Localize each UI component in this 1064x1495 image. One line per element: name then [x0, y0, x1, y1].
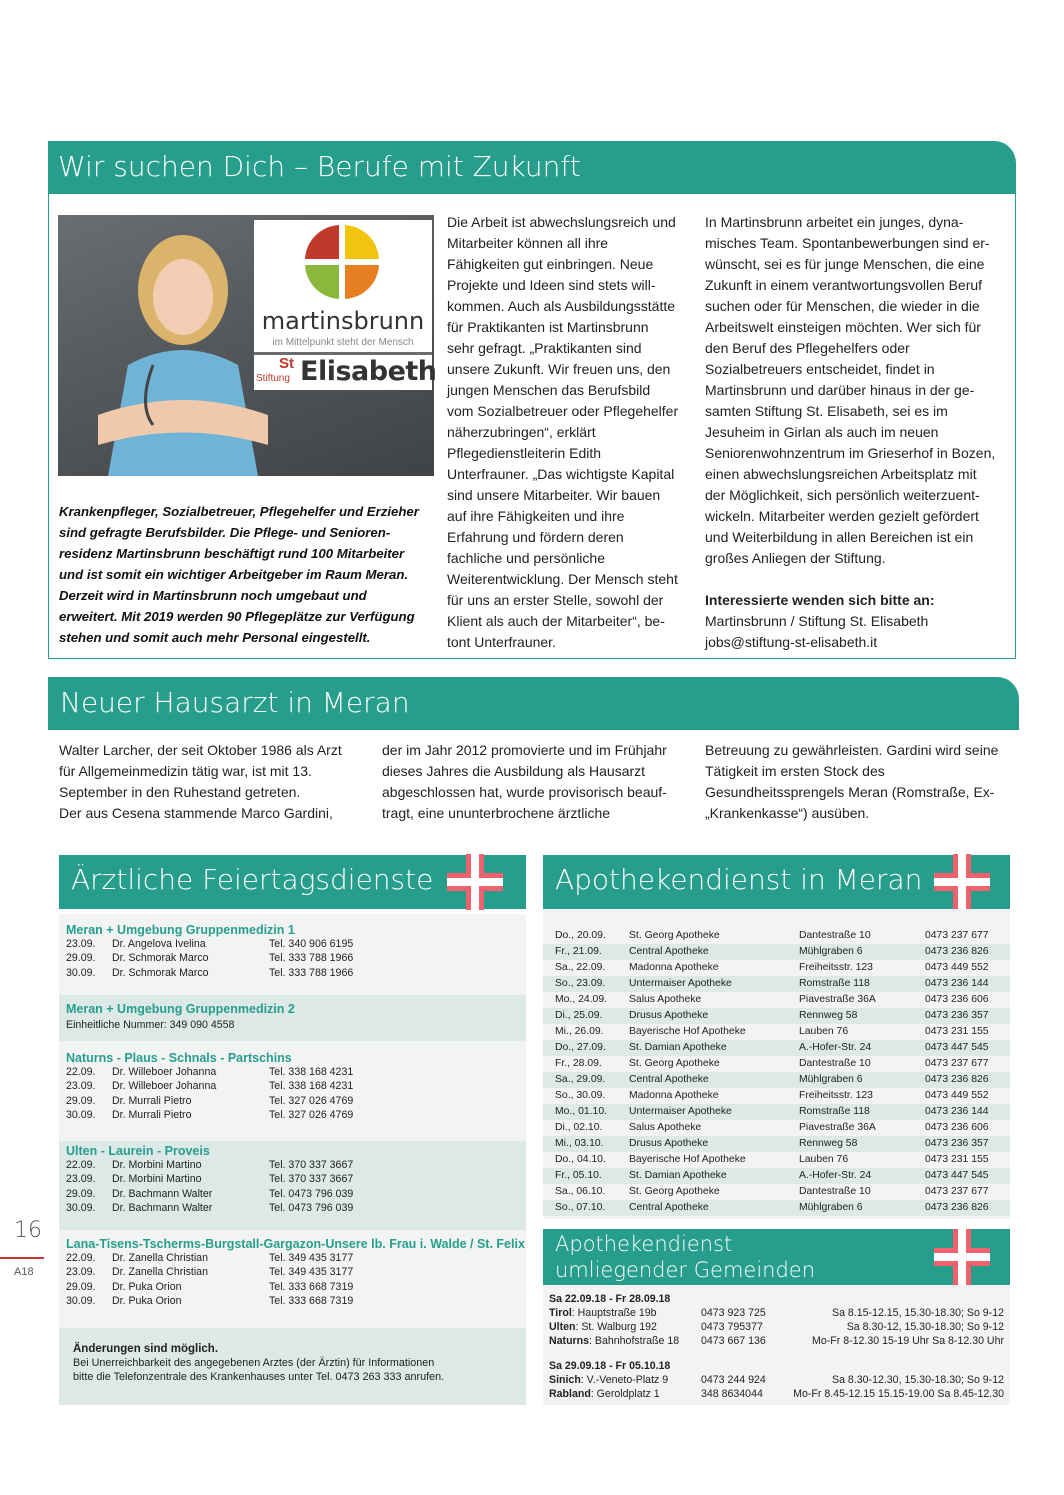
text-line: und Weiterbildung in allen Bereichen ist ein: [705, 529, 974, 545]
group-naturns: [59, 1041, 526, 1141]
text-line: Gesundheitssprengels Meran (Romstraße, Ex-: [705, 784, 995, 800]
text-line: Jesuheim in Girlan als auch im neuen: [705, 424, 939, 440]
apotheke-date: So., 30.09.: [555, 1090, 606, 1101]
town: Rabland: [549, 1388, 591, 1400]
logo-stiftung: Stiftung: [256, 373, 290, 384]
umliegend-title-1: Apothekendienst: [555, 1232, 733, 1256]
caption-line: Derzeit wird in Martinsbrunn noch umgebaut und: [59, 588, 367, 603]
apotheke-address: Romstraße 118: [799, 1106, 870, 1117]
pharmacy-cross-icon: [934, 1229, 990, 1285]
apotheke-address: Rennweg 58: [799, 1138, 858, 1149]
martinsbrunn-cross-logo: [303, 223, 381, 301]
duty-row: [66, 1065, 526, 1079]
apotheke-phone[interactable]: 0473 231 155: [925, 1026, 989, 1037]
duty-date: 22.09.: [66, 1252, 96, 1264]
section2-column-3: [705, 740, 1020, 824]
duty-phone[interactable]: Tel. 370 337 3667: [269, 1159, 354, 1171]
duty-date: 22.09.: [66, 1066, 96, 1078]
address: : V.-Veneto-Platz 9: [580, 1374, 669, 1386]
duty-row: [66, 1280, 526, 1294]
text-line: Der aus Cesena stammende Marco Gardini,: [59, 805, 333, 821]
apotheke-row: [543, 960, 1010, 976]
phone[interactable]: 0473 923 725: [701, 1307, 766, 1319]
text-line: Unterfrauner. „Das wichtigste Kapital: [447, 466, 675, 482]
caption-line: sind gefragte Berufsbilder. Die Pflege- und Senioren-: [59, 525, 391, 540]
apotheke-address: Freiheitsstr. 123: [799, 962, 873, 973]
apotheke-name: St. Damian Apotheke: [629, 1042, 727, 1053]
town: Tirol: [549, 1307, 572, 1319]
duty-date: 22.09.: [66, 1159, 96, 1171]
apotheken-title: Apothekendienst in Meran: [555, 863, 923, 896]
apotheke-address: Romstraße 118: [799, 978, 870, 989]
duty-row: [66, 1187, 526, 1201]
apotheke-name: Untermaiser Apotheke: [629, 978, 732, 989]
apotheke-name: St. Georg Apotheke: [629, 1058, 720, 1069]
caption-line: erweitert. Mit 2019 werden 90 Pflegeplätze zur Verfügung: [59, 609, 415, 624]
phone[interactable]: 0473 244 924: [701, 1374, 766, 1386]
apotheke-name: Drusus Apotheke: [629, 1010, 709, 1021]
apotheke-phone[interactable]: 0473 236 606: [925, 994, 989, 1005]
town: Ulten: [549, 1321, 576, 1333]
apotheke-phone[interactable]: 0473 236 826: [925, 946, 989, 957]
address: : Hauptstraße 19b: [571, 1307, 657, 1319]
text-line: dieses Jahres die Ausbildung als Hausarzt: [382, 763, 646, 779]
apotheken-header: [543, 855, 1010, 909]
apotheke-name: Madonna Apotheke: [629, 1090, 719, 1101]
text-line: der Möglichkeit, sich persönlich weiterzuent-: [705, 487, 980, 503]
text-line: für Praktikanten ist Martinsbrunn: [447, 319, 649, 335]
apotheke-address: Rennweg 58: [799, 1010, 858, 1021]
duty-doctor: Dr. Murrali Pietro: [112, 1108, 192, 1121]
apotheke-phone[interactable]: 0473 449 552: [925, 1090, 989, 1101]
apotheke-address: Mühlgraben 6: [799, 1074, 863, 1085]
duty-phone[interactable]: Tel. 333 668 7319: [269, 1294, 354, 1307]
group-note: Einheitliche Nummer: 349 090 4558: [66, 1019, 235, 1031]
address: : St. Walburg 192: [575, 1321, 657, 1333]
apotheke-date: Fr., 21.09.: [555, 946, 602, 957]
text-line: den Beruf des Pflegehelfers oder: [705, 340, 910, 356]
apotheke-name: St. Georg Apotheke: [629, 930, 720, 941]
duty-phone[interactable]: Tel. 0473 796 039: [269, 1187, 354, 1200]
duty-phone[interactable]: Tel. 333 668 7319: [269, 1280, 354, 1293]
apotheke-row: [543, 1008, 1010, 1024]
page-number: 16: [14, 1218, 42, 1243]
text-line: Klient als auch der Mitarbeiter“, be-: [447, 613, 665, 629]
apotheke-address: A.-Hofer-Str. 24: [799, 1170, 872, 1181]
apotheke-address: Mühlgraben 6: [799, 1202, 863, 1213]
period-label: Sa 29.09.18 - Fr 05.10.18: [549, 1360, 671, 1372]
text-line: einen abwechslungsreichen Arbeitsplatz mit: [705, 466, 977, 482]
text-line: „Krankenkasse“) ausüben.: [705, 805, 870, 821]
section1-caption: [59, 501, 439, 648]
duty-row: [66, 1172, 526, 1186]
duty-phone[interactable]: Tel. 333 788 1966: [269, 952, 354, 965]
group-meran-2: [59, 995, 526, 1041]
text-line: tont Unterfrauner.: [447, 634, 556, 650]
caption-line: Krankenpfleger, Sozialbetreuer, Pflegehelfer und Erzieher: [59, 504, 419, 519]
apotheke-row: [543, 1136, 1010, 1152]
text-line: tragt, eine ununterbrochene ärztliche: [382, 805, 611, 821]
text-line: Tätigkeit im ersten Stock des: [705, 763, 885, 779]
duty-row: [549, 1387, 1004, 1401]
apotheken-table: [543, 909, 1010, 1219]
aerzte-note: [59, 1328, 526, 1405]
apotheke-phone[interactable]: 0473 236 144: [925, 1106, 989, 1117]
duty-date: 23.09.: [66, 1173, 96, 1186]
apotheke-row: [543, 1088, 1010, 1104]
duty-doctor: Dr. Willeboer Johanna: [112, 1066, 217, 1078]
apotheke-address: Freiheitsstr. 123: [799, 1090, 873, 1101]
duty-date: 29.09.: [66, 952, 96, 965]
duty-row: [66, 951, 526, 965]
contact-line: Martinsbrunn / Stiftung St. Elisabeth: [705, 613, 929, 629]
section1-column-2: [447, 212, 697, 653]
page-number-rule: [0, 1257, 44, 1259]
duty-phone[interactable]: Tel. 338 168 4231: [269, 1066, 354, 1078]
duty-doctor: Dr. Schmorak Marco: [112, 966, 209, 979]
duty-date: 30.09.: [66, 1201, 96, 1214]
apotheke-row: [543, 1056, 1010, 1072]
text-line: vom Sozialbetreuer oder Pflegehelfer: [447, 403, 679, 419]
apotheke-phone[interactable]: 0473 236 357: [925, 1010, 989, 1021]
apotheke-name: Madonna Apotheke: [629, 962, 719, 973]
contact-email-link[interactable]: jobs@stiftung-st-elisabeth.it: [705, 634, 878, 650]
text-line: sind unsere Mitarbeiter. Wir bauen: [447, 487, 661, 503]
duty-doctor: Dr. Murrali Pietro: [112, 1094, 192, 1107]
duty-row: [66, 1158, 526, 1172]
contact-heading: Interessierte wenden sich bitte an:: [705, 592, 935, 608]
apotheke-name: Salus Apotheke: [629, 994, 702, 1005]
apotheke-name: Central Apotheke: [629, 1202, 709, 1213]
duty-row: [549, 1334, 1004, 1348]
group-lana: [59, 1230, 526, 1328]
opening-hours: Sa 8.30-12, 15.30-18.30; So 9-12: [846, 1321, 1004, 1333]
apotheke-row: [543, 944, 1010, 960]
address: : Geroldplatz 1: [590, 1388, 660, 1400]
duty-phone[interactable]: Tel. 327 026 4769: [269, 1094, 354, 1107]
section1-title: Wir suchen Dich – Berufe mit Zukunft: [58, 150, 581, 183]
duty-row: [66, 937, 526, 951]
apotheke-phone[interactable]: 0473 447 545: [925, 1042, 989, 1053]
duty-row: [66, 966, 526, 980]
duty-date: 29.09.: [66, 1280, 96, 1293]
caption-line: residenz Martinsbrunn beschäftigt rund 100 Mitarbeiter: [59, 546, 405, 561]
apotheke-row: [543, 1120, 1010, 1136]
apotheke-date: Fr., 05.10.: [555, 1170, 602, 1181]
apotheke-address: Dantestraße 10: [799, 1186, 871, 1197]
phone[interactable]: 0473 667 136: [701, 1335, 766, 1347]
duty-date: 30.09.: [66, 1294, 96, 1307]
apotheke-date: So., 23.09.: [555, 978, 606, 989]
text-line: für Allgemeinmedizin tätig war, ist mit 13.: [59, 763, 312, 779]
apotheke-phone[interactable]: 0473 447 545: [925, 1170, 989, 1181]
section2-header: [48, 677, 1019, 730]
aerzte-title: Ärztliche Feiertagsdienste: [71, 863, 434, 896]
opening-hours: Mo-Fr 8-12.30 15-19 Uhr Sa 8-12.30 Uhr: [812, 1335, 1004, 1347]
logo-brand: martinsbrunn: [261, 307, 425, 335]
apotheke-name: Bayerische Hof Apotheke: [629, 1154, 746, 1165]
note-line: bitte die Telefonzentrale des Krankenhauses unter Tel. 0473 263 333 anrufen.: [73, 1371, 445, 1383]
group-title: Naturns - Plaus - Schnals - Partschins: [66, 1051, 292, 1065]
text-line: unsere Zukunft. Wir freuen uns, den: [447, 361, 671, 377]
duty-phone[interactable]: Tel. 327 026 4769: [269, 1108, 354, 1121]
text-line: Projekte und Ideen sind stets will-: [447, 277, 656, 293]
duty-doctor: Dr. Schmorak Marco: [112, 952, 209, 965]
text-line: der im Jahr 2012 promovierte und im Frühjahr: [382, 742, 667, 758]
apotheke-name: Bayerische Hof Apotheke: [629, 1026, 746, 1037]
text-line: Pflegedienstleiterin Edith: [447, 445, 602, 461]
section2-column-1: [59, 740, 379, 824]
duty-date: 29.09.: [66, 1094, 96, 1107]
text-line: Seniorenwohnzentrum im Grieserhof in Bozen,: [705, 445, 996, 461]
text-line: Fähigkeiten gut einbringen. Neue: [447, 256, 654, 272]
note-line: Bei Unerreichbarkeit des angegebenen Arztes (der Ärztin) für Informationen: [73, 1357, 435, 1369]
apotheke-date: So., 07.10.: [555, 1202, 606, 1213]
apotheken-rows: [543, 928, 1010, 1216]
apotheke-row: [543, 1152, 1010, 1168]
duty-phone[interactable]: Tel. 340 906 6195: [269, 938, 354, 950]
duty-date: 23.09.: [66, 938, 96, 950]
apotheke-row: [543, 992, 1010, 1008]
duty-doctor: Dr. Willeboer Johanna: [112, 1080, 217, 1093]
apotheke-address: Lauben 76: [799, 1154, 849, 1165]
duty-row: [66, 1201, 526, 1215]
apotheke-phone[interactable]: 0473 237 677: [925, 1058, 989, 1069]
apotheke-address: Piavestraße 36A: [799, 1122, 876, 1133]
duty-row: [549, 1320, 1004, 1334]
apotheke-name: St. Damian Apotheke: [629, 1170, 727, 1181]
page-code: A18: [14, 1266, 34, 1278]
text-line: auf ihre Fähigkeiten und ihre: [447, 508, 625, 524]
apotheke-row: [543, 976, 1010, 992]
opening-hours: Sa 8.15-12.15, 15.30-18.30; So 9-12: [832, 1307, 1004, 1319]
text-line: Betreuung zu gewährleisten. Gardini wird seine: [705, 742, 999, 758]
text-line: suchen oder für Menschen, die wieder in die: [705, 298, 980, 314]
phone[interactable]: 348 8634044: [701, 1388, 763, 1400]
opening-hours: Sa 8.30-12.30, 15.30-18.30; So 9-12: [832, 1374, 1004, 1386]
text-line: Martinsbrunn und darüber hinaus in der ge-: [705, 382, 975, 398]
apotheke-row: [543, 1072, 1010, 1088]
apotheke-name: Central Apotheke: [629, 946, 709, 957]
apotheke-phone[interactable]: 0473 236 606: [925, 1122, 989, 1133]
text-line: jungen Menschen das Berufsbild: [447, 382, 651, 398]
duty-row: [66, 1265, 526, 1279]
group-title: Lana-Tisens-Tscherms-Burgstall-Gargazon-Unsere lb. Frau i. Walde / St. Felix: [66, 1237, 525, 1251]
apotheke-name: St. Georg Apotheke: [629, 1186, 720, 1197]
text-line: misches Team. Spontanbewerbungen sind er-: [705, 235, 990, 251]
medical-cross-icon: [447, 854, 503, 910]
apotheke-address: Mühlgraben 6: [799, 946, 863, 957]
apotheke-name: Drusus Apotheke: [629, 1138, 709, 1149]
apotheke-address: Dantestraße 10: [799, 930, 871, 941]
text-line: September in den Ruhestand getreten.: [59, 784, 301, 800]
apotheke-row: [543, 1104, 1010, 1120]
opening-hours: Mo-Fr 8.45-12.15 15.15-19.00 Sa 8.45-12.30: [793, 1388, 1004, 1400]
logo-tagline: im Mittelpunkt steht der Mensch: [272, 337, 414, 348]
apotheke-row: [543, 1200, 1010, 1216]
caption-line: und ist somit ein wichtiger Arbeitgeber im Raum Meran.: [59, 567, 409, 582]
apotheke-phone[interactable]: 0473 236 826: [925, 1074, 989, 1085]
apotheke-date: Di., 25.09.: [555, 1010, 603, 1021]
apotheke-phone[interactable]: 0473 236 357: [925, 1138, 989, 1149]
duty-phone[interactable]: Tel. 333 788 1966: [269, 966, 354, 979]
duty-doctor: Dr. Morbini Martino: [112, 1159, 202, 1171]
duty-row: [66, 1251, 526, 1265]
apotheke-address: A.-Hofer-Str. 24: [799, 1042, 872, 1053]
apotheke-date: Fr., 28.09.: [555, 1058, 602, 1069]
duty-date: 29.09.: [66, 1187, 96, 1200]
text-line: Mitarbeiter können all ihre: [447, 235, 609, 251]
town: Sinich: [549, 1374, 581, 1386]
duty-row: [66, 1294, 526, 1308]
text-line: sehr gefragt. „Praktikanten sind: [447, 340, 642, 356]
duty-row: [66, 1108, 526, 1122]
text-line: wickeln. Mitarbeiter werden gezielt gefördert: [705, 508, 979, 524]
martinsbrunn-logo: [254, 220, 437, 390]
apotheke-phone[interactable]: 0473 237 677: [925, 1186, 989, 1197]
duty-date: 23.09.: [66, 1080, 96, 1093]
apotheke-phone[interactable]: 0473 237 677: [925, 930, 989, 941]
umliegend-body: [543, 1285, 1010, 1405]
logo-st: St: [279, 355, 294, 372]
group-ulten: [59, 1141, 526, 1230]
apotheke-phone[interactable]: 0473 231 155: [925, 1154, 989, 1165]
duty-doctor: Dr. Zanella Christian: [112, 1266, 208, 1279]
apotheke-date: Sa., 06.10.: [555, 1186, 606, 1197]
duty-doctor: Dr. Zanella Christian: [112, 1252, 208, 1264]
text-line: Erfahrung und fördern deren: [447, 529, 624, 545]
section2-title: Neuer Hausarzt in Meran: [60, 686, 410, 719]
duty-doctor: Dr. Puka Orion: [112, 1294, 182, 1307]
apotheke-row: [543, 1184, 1010, 1200]
text-line: Weiterentwicklung. Der Mensch steht: [447, 571, 678, 587]
apotheke-phone[interactable]: 0473 236 144: [925, 978, 989, 989]
text-line: großes Anliegen der Stiftung.: [705, 550, 886, 566]
pharmacy-cross-icon: [934, 854, 990, 910]
town: Naturns: [549, 1335, 590, 1347]
duty-row: [66, 1079, 526, 1093]
apotheke-date: Di., 02.10.: [555, 1122, 603, 1133]
period-label: Sa 22.09.18 - Fr 28.09.18: [549, 1293, 671, 1305]
umliegend-title-2: umliegender Gemeinden: [555, 1258, 816, 1282]
group-title: Meran + Umgebung Gruppenmedizin 2: [66, 1002, 295, 1016]
duty-doctor: Dr. Bachmann Walter: [112, 1201, 213, 1214]
text-line: Sozialbetreuers entscheidet, findet in: [705, 361, 935, 377]
duty-phone[interactable]: Tel. 0473 796 039: [269, 1201, 354, 1214]
duty-phone[interactable]: Tel. 370 337 3667: [269, 1173, 354, 1186]
apotheke-row: [543, 1024, 1010, 1040]
duty-date: 23.09.: [66, 1266, 96, 1279]
duty-doctor: Dr. Bachmann Walter: [112, 1187, 213, 1200]
duty-row: [549, 1306, 1004, 1320]
text-line: näherzubringen“, erklärt: [447, 424, 596, 440]
apotheke-name: Untermaiser Apotheke: [629, 1106, 732, 1117]
apotheke-address: Piavestraße 36A: [799, 994, 876, 1005]
text-line: fachliche und persönliche: [447, 550, 605, 566]
apotheke-address: Dantestraße 10: [799, 1058, 871, 1069]
section1-header: [48, 141, 1016, 194]
text-line: Arbeitswelt einsteigen möchten. Wer sich für: [705, 319, 981, 335]
umliegend-header: [543, 1229, 1010, 1285]
duty-phone[interactable]: Tel. 349 435 3177: [269, 1252, 354, 1264]
duty-doctor: Dr. Puka Orion: [112, 1280, 182, 1293]
apotheke-date: Mo., 24.09.: [555, 994, 607, 1005]
text-line: für uns an erster Stelle, sowohl der: [447, 592, 664, 608]
caption-line: stehen und somit auch mehr Personal eingestellt.: [59, 630, 371, 645]
group-title: Meran + Umgebung Gruppenmedizin 1: [66, 923, 295, 937]
duty-phone[interactable]: Tel. 349 435 3177: [269, 1266, 354, 1279]
logo-elisabeth: Elisabeth: [300, 356, 437, 387]
apotheke-row: [543, 928, 1010, 944]
apotheke-name: Salus Apotheke: [629, 1122, 702, 1133]
duty-doctor: Dr. Angelova Ivelina: [112, 938, 206, 950]
apotheke-date: Sa., 22.09.: [555, 962, 606, 973]
apotheke-row: [543, 1168, 1010, 1184]
section1-column-3: [705, 212, 1011, 653]
text-line: abgeschlossen hat, wurde provisorisch beauf-: [382, 784, 667, 800]
group-meran-1: [59, 914, 526, 995]
section2-column-2: [382, 740, 702, 824]
duty-row: [66, 1094, 526, 1108]
address: : Bahnhofstraße 18: [589, 1335, 680, 1347]
text-line: Die Arbeit ist abwechslungsreich und: [447, 214, 676, 230]
duty-date: 30.09.: [66, 966, 96, 979]
apotheke-date: Do., 04.10.: [555, 1154, 606, 1165]
aerzte-header: [59, 855, 526, 909]
duty-date: 30.09.: [66, 1108, 96, 1121]
text-line: wünscht, sei es für junge Menschen, die eine: [705, 256, 985, 272]
apotheke-name: Central Apotheke: [629, 1074, 709, 1085]
group-title: Ulten - Laurein - Proveis: [66, 1144, 210, 1158]
apotheke-phone[interactable]: 0473 236 826: [925, 1202, 989, 1213]
apotheke-address: Lauben 76: [799, 1026, 849, 1037]
apotheke-row: [543, 1040, 1010, 1056]
duty-phone[interactable]: Tel. 338 168 4231: [269, 1080, 354, 1093]
duty-doctor: Dr. Morbini Martino: [112, 1173, 202, 1186]
text-line: Walter Larcher, der seit Oktober 1986 als Arzt: [59, 742, 342, 758]
apotheke-date: Mo., 01.10.: [555, 1106, 607, 1117]
apotheke-date: Do., 27.09.: [555, 1042, 606, 1053]
text-line: samten Stiftung St. Elisabeth, sei es im: [705, 403, 948, 419]
text-line: Zukunft in einem verantwortungsvollen Beruf: [705, 277, 983, 293]
duty-row: [549, 1373, 1004, 1387]
apotheke-date: Mi., 03.10.: [555, 1138, 604, 1149]
apotheke-date: Mi., 26.09.: [555, 1026, 604, 1037]
aerzte-body: [59, 909, 526, 1405]
phone[interactable]: 0473 795377: [701, 1321, 763, 1333]
apotheke-phone[interactable]: 0473 449 552: [925, 962, 989, 973]
apotheke-date: Do., 20.09.: [555, 930, 606, 941]
note-heading: Änderungen sind möglich.: [73, 1343, 219, 1355]
text-line: kommen. Auch als Ausbildungsstätte: [447, 298, 676, 314]
text-line: In Martinsbrunn arbeitet ein junges, dyna-: [705, 214, 964, 230]
apotheke-date: Sa., 29.09.: [555, 1074, 606, 1085]
